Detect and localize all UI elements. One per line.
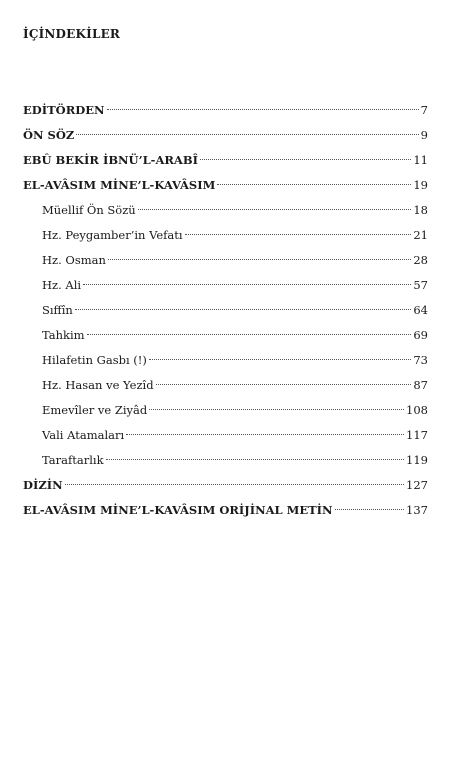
toc-entry-page-number: 108 [406,403,428,417]
dot-leader [156,384,412,385]
toc-entry-page-number: 117 [406,428,428,442]
toc-entry-title: Sıffîn [42,303,73,317]
toc-entry [23,350,428,375]
toc-entry-title: Emevîler ve Ziyâd [42,403,148,417]
toc-entry-title: Hz. Peygamber’in Vefatı [42,228,183,242]
dot-leader [106,459,405,460]
toc-entry [23,150,428,175]
toc-entry [23,275,428,300]
dot-leader [200,159,411,160]
toc-entry [23,225,428,250]
toc-entry-title: EL-AVÂSIM MİNE’L-KAVÂSIM [23,178,216,192]
dot-leader [108,259,411,260]
toc-entry-title: EDİTÖRDEN [23,103,105,117]
toc-entry [23,125,428,150]
toc-entry-title: Vali Atamaları [42,428,125,442]
toc-entry-page-number: 28 [413,253,428,267]
toc-entry-title: DİZİN [23,478,63,492]
toc-entry-page-number: 9 [420,128,428,142]
toc-entry-page-number: 21 [413,228,428,242]
toc-entry-title: EBÛ BEKİR İBNÜ’L-ARABÎ [23,153,198,167]
table-of-contents [23,100,428,525]
toc-entry-page-number: 57 [413,278,428,292]
dot-leader [185,234,412,235]
toc-entry-title: Hz. Hasan ve Yezîd [42,378,154,392]
toc-entry [23,325,428,350]
toc-entry-title: ÖN SÖZ [23,128,75,142]
toc-entry-page-number: 18 [413,203,428,217]
dot-leader [149,359,411,360]
toc-entry [23,300,428,325]
toc-entry-title: Tahkim [42,328,85,342]
toc-entry-title: Hz. Ali [42,278,82,292]
toc-entry [23,400,428,425]
toc-entry [23,250,428,275]
dot-leader [217,184,411,185]
toc-entry-page-number: 7 [420,103,428,117]
dot-leader [83,284,411,285]
toc-entry-page-number: 69 [413,328,428,342]
toc-entry [23,175,428,200]
toc-entry [23,200,428,225]
toc-entry-title: EL-AVÂSIM MİNE’L-KAVÂSIM ORİJİNAL METİN [23,503,333,517]
toc-entry [23,450,428,475]
toc-entry [23,500,428,525]
toc-entry-page-number: 64 [413,303,428,317]
toc-entry [23,425,428,450]
toc-entry-title: Hz. Osman [42,253,106,267]
toc-entry-page-number: 127 [406,478,428,492]
dot-leader [75,309,412,310]
toc-entry-page-number: 87 [413,378,428,392]
toc-entry-page-number: 11 [413,153,428,167]
toc-entry-title: Taraftarlık [42,453,104,467]
toc-entry-title: Müellif Ön Sözü [42,203,136,217]
toc-entry-page-number: 137 [406,503,428,517]
toc-entry [23,475,428,500]
toc-entry-page-number: 73 [413,353,428,367]
dot-leader [335,509,404,510]
page-title: İÇİNDEKİLER [23,27,121,41]
toc-entry [23,100,428,125]
dot-leader [126,434,404,435]
dot-leader [138,209,412,210]
toc-entry [23,375,428,400]
dot-leader [87,334,412,335]
dot-leader [149,409,404,410]
dot-leader [65,484,404,485]
toc-entry-page-number: 119 [406,453,428,467]
dot-leader [76,134,418,135]
toc-entry-page-number: 19 [413,178,428,192]
toc-entry-title: Hilafetin Gasbı (!) [42,353,147,367]
dot-leader [107,109,419,110]
